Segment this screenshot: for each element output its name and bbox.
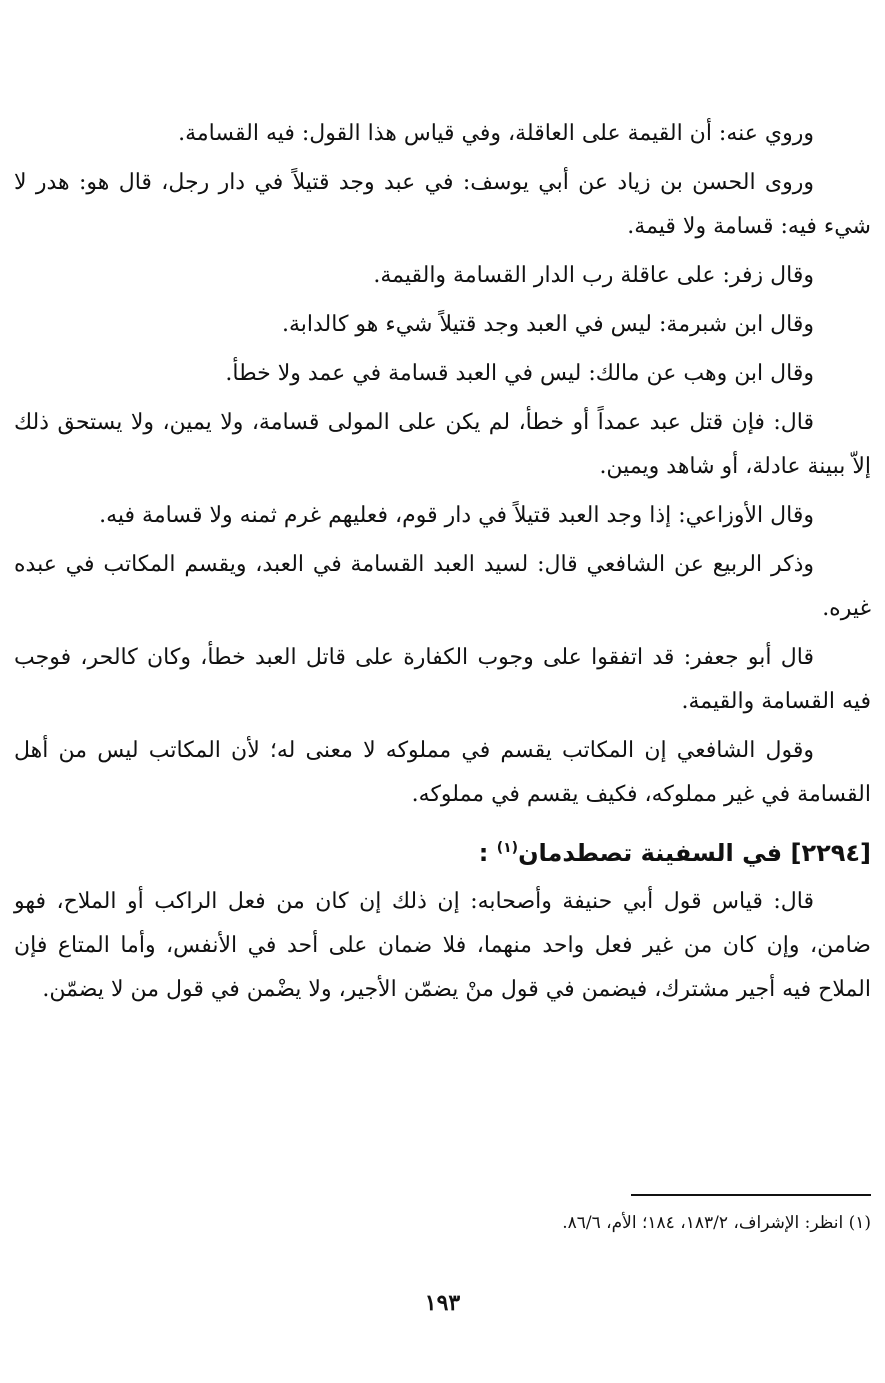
paragraph-5: وقال ابن وهب عن مالك: ليس في العبد قسامة في عمد ولا خطأ. [225, 361, 814, 386]
paragraph-4: وقال ابن شبرمة: ليس في العبد وجد قتيلاً شيء هو كالدابة. [281, 312, 814, 337]
section-paragraph: قال: قياس قول أبي حنيفة وأصحابه: إن ذلك إن كان من فعل الراكب أو الملاح، فهو ضامن، وإن كان من غير فعل واحد منهما، فلا ضمان على أحد في الأنفس، وأما المتاع فإن الملاح فيه أجير مشترك، فيضمن في قول منْ يضمّن الأجير، ولا يضْمن في قول من لا يضمّن. [14, 889, 871, 1002]
footnote-ref[interactable]: (١) [496, 840, 519, 856]
paragraph-8: وذكر الربيع عن الشافعي قال: لسيد العبد القسامة في العبد، ويقسم المكاتب في عبده غيره. [14, 552, 871, 621]
page-number: ١٩٣ [424, 1290, 461, 1316]
section-number: [٢٢٩٤] [790, 839, 871, 867]
footnote: (١) انظر: الإشراف، ١٨٣/٢، ١٨٤؛ الأم، ٨٦/٦. [562, 1213, 871, 1233]
paragraph-3: وقال زفر: على عاقلة رب الدار القسامة والقيمة. [373, 263, 814, 288]
paragraph-2: وروى الحسن بن زياد عن أبي يوسف: في عبد وجد قتيلاً في دار رجل، قال هو: هدر لا شيء فيه: قسامة ولا قيمة. [14, 170, 871, 239]
paragraph-1: وروي عنه: أن القيمة على العاقلة، وفي قياس هذا القول: فيه القسامة. [178, 121, 814, 146]
body-text [14, 112, 871, 1017]
paragraph-9: قال أبو جعفر: قد اتفقوا على وجوب الكفارة على قاتل العبد خطأ، وكان كالحر، فوجب فيه القسامة والقيمة. [14, 645, 871, 714]
footnote-divider [631, 1194, 871, 1196]
paragraph-7: وقال الأوزاعي: إذا وجد العبد قتيلاً في دار قوم، فعليهم غرم ثمنه ولا قسامة فيه. [99, 503, 814, 528]
paragraph-6: قال: فإن قتل عبد عمداً أو خطأ، لم يكن على المولى قسامة، ولا يمين، ولا يستحق ذلك إلاّ ببينة عادلة، أو شاهد ويمين. [14, 410, 871, 479]
section-heading [14, 825, 871, 876]
paragraph-10: وقول الشافعي إن المكاتب يقسم في مملوكه لا معنى له؛ لأن المكاتب ليس من أهل القسامة في غير مملوكه، فكيف يقسم في مملوكه. [14, 738, 871, 807]
section-colon: : [478, 839, 489, 867]
section-title: في السفينة تصطدمان [518, 839, 783, 867]
